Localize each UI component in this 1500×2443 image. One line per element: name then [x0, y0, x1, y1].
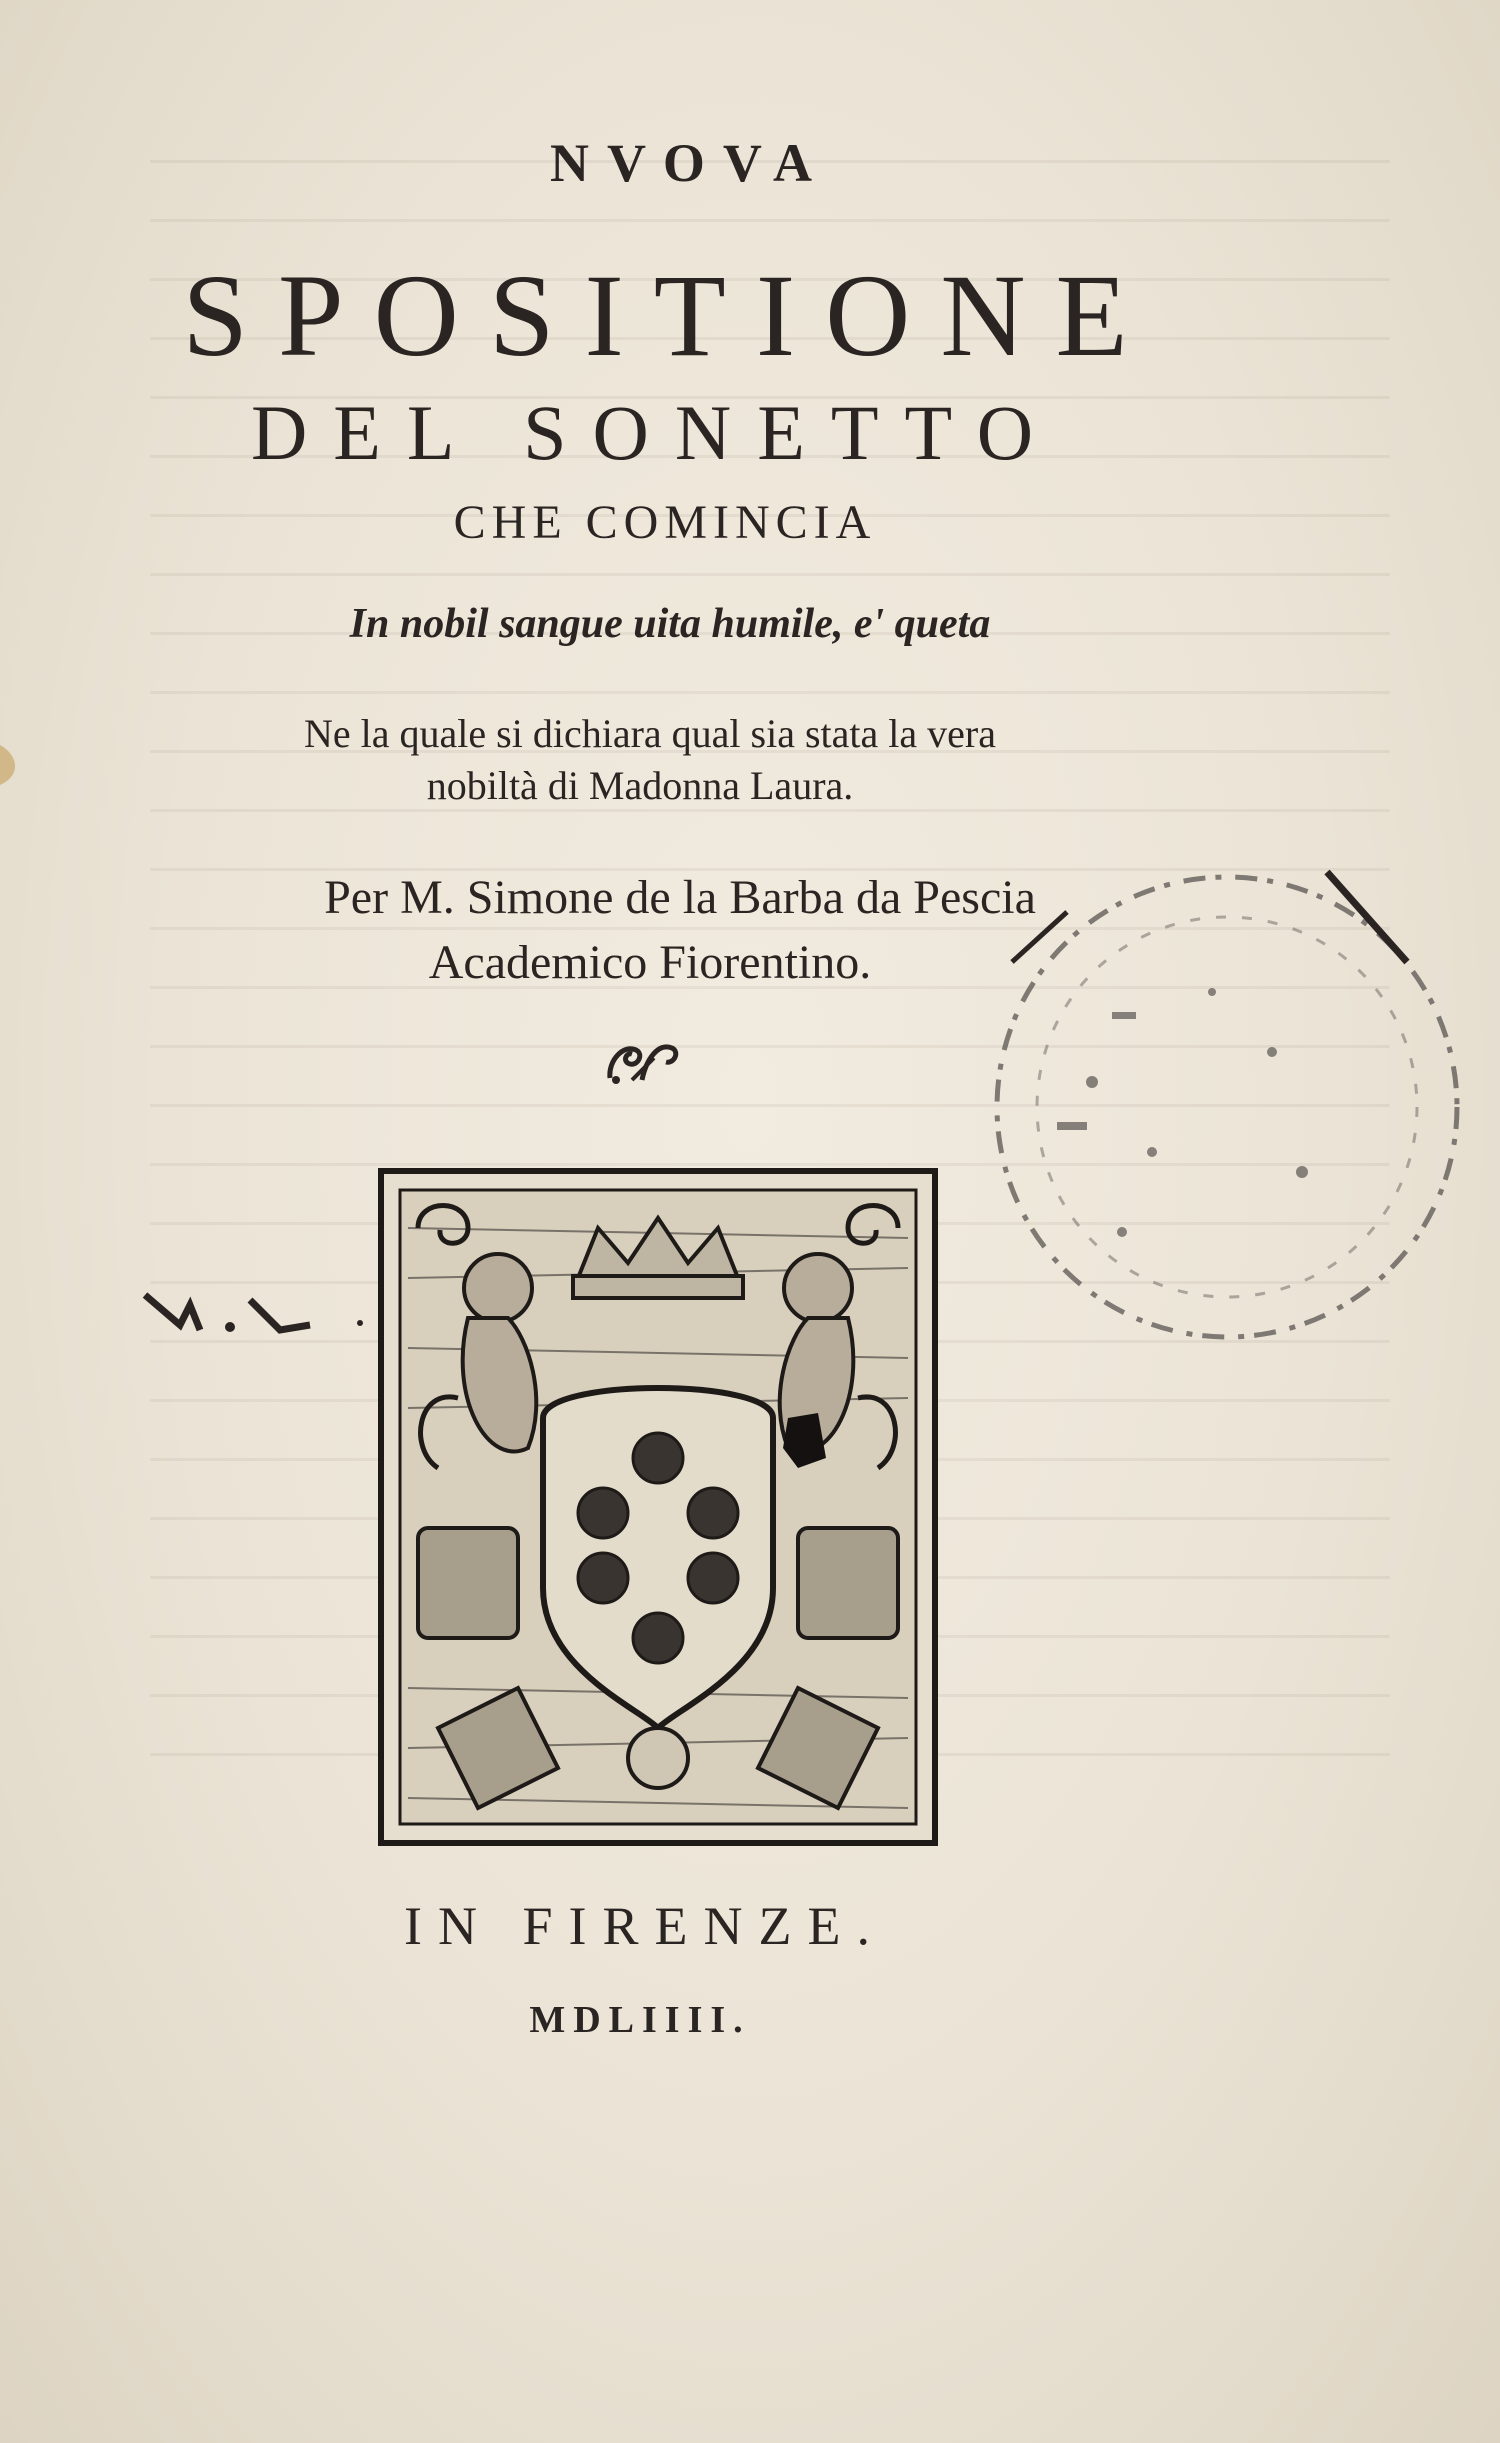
description-line-2: nobiltà di Madonna Laura. [426, 763, 854, 808]
sonnet-incipit: In nobil sangue uita humile, e' queta [349, 601, 991, 647]
library-stamp [972, 852, 1482, 1362]
ink-smudge [140, 1285, 370, 1345]
author-line-1: Per M. Simone de la Barba da Pescia [324, 871, 1036, 924]
description-line-1: Ne la quale si dichiara qual sia stata la vera [304, 711, 996, 756]
title-line-spositione: SPOSITIONE [182, 250, 1158, 381]
medici-arms-woodcut [378, 1168, 938, 1846]
fleuron-ornament [602, 1030, 682, 1090]
imprint-year: MDLIIII. [529, 1999, 751, 2041]
title-line-del-sonetto: DEL SONETTO [250, 389, 1060, 476]
author-line-2: Academico Fiorentino. [428, 936, 872, 989]
title-line-nvova: NVOVA [550, 133, 830, 193]
edge-stain [0, 740, 26, 790]
title-line-che-comincia: CHE COMINCIA [453, 496, 877, 549]
imprint-place: IN FIRENZE. [404, 1896, 886, 1956]
